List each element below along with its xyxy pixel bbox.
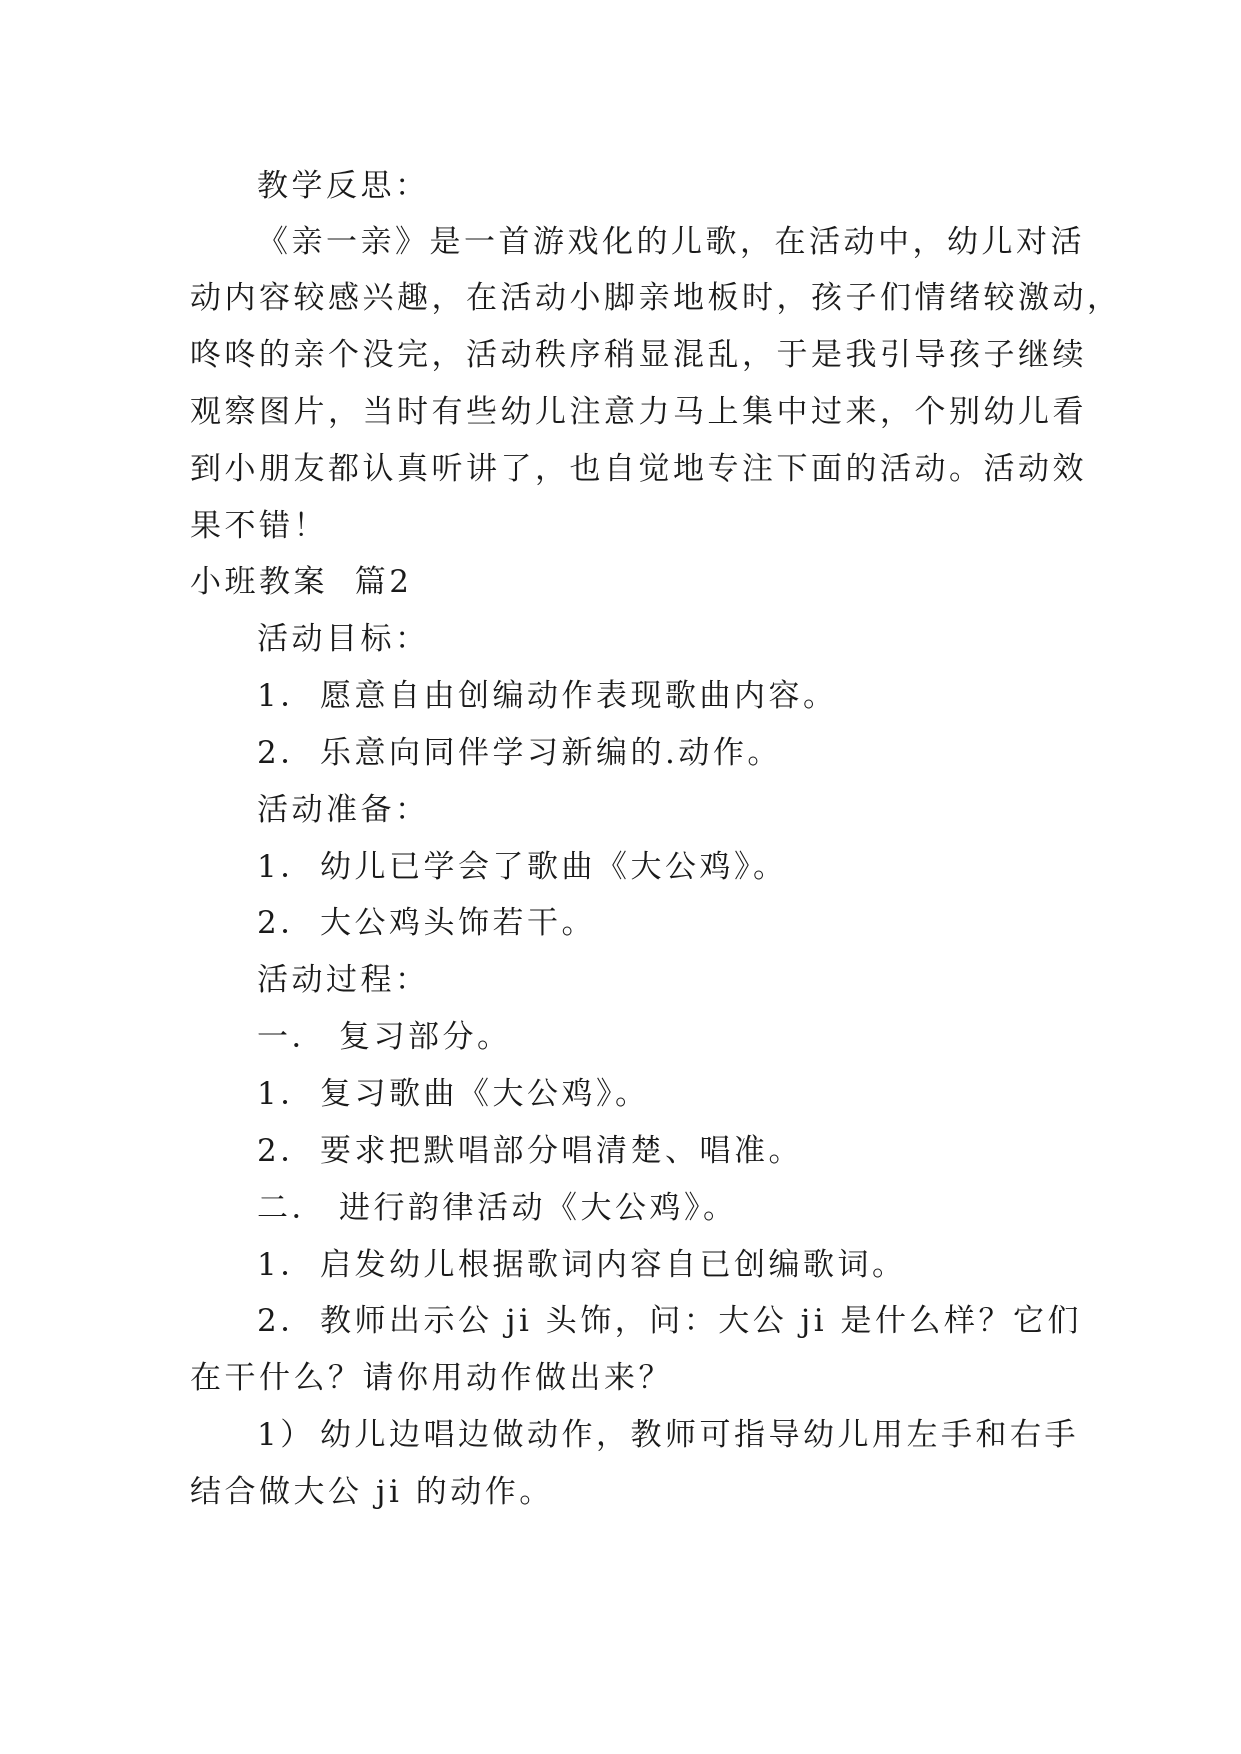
part-number: 二． [257,1190,326,1226]
preparation-number: 2． [257,905,315,941]
process-item-text: 复习歌曲《大公鸡》。 [320,1076,650,1112]
goal-number: 2． [257,735,315,771]
goal-item [257,733,782,773]
process-heading: 活动过程： [257,962,430,998]
preparation-item [257,847,788,887]
preparation-text: 幼儿已学会了歌曲《大公鸡》。 [320,849,788,885]
part-title-text: 进行韵律活动《大公鸡》。 [339,1190,738,1226]
reflection-line: 咚咚的亲个没完，活动秩序稍显混乱，于是我引导孩子继续 [190,337,1087,373]
goal-item [257,676,838,716]
reflection-line: 到小朋友都认真听讲了，也自觉地专注下面的活动。活动效 [190,451,1087,487]
preparation-item [257,903,596,943]
process-sub-item [257,1415,1079,1455]
goal-text: 乐意向同伴学习新编的.动作。 [320,735,782,771]
process-item-number: 1． [257,1247,315,1283]
sub-item-continuation: 结合做大公 ji 的动作。 [190,1474,554,1510]
process-part-title [257,1188,738,1228]
reflection-heading: 教学反思： [257,168,430,204]
process-item [257,1074,650,1114]
goal-number: 1． [257,678,315,714]
process-item-continuation: 在干什么？请你用动作做出来？ [190,1360,673,1396]
process-item [257,1245,907,1285]
sub-item-number: 1） [257,1417,315,1453]
process-item-text: 启发幼儿根据歌词内容自已创编歌词。 [320,1247,907,1283]
process-part-title [257,1017,512,1057]
reflection-line: 观察图片，当时有些幼儿注意力马上集中过来，个别幼儿看 [190,394,1087,430]
reflection-line: 果不错！ [190,508,328,544]
process-item [257,1301,1082,1341]
goal-text: 愿意自由创编动作表现歌曲内容。 [320,678,838,714]
process-item-text: 教师出示公 ji 头饰，问：大公 ji 是什么样？它们 [320,1303,1082,1339]
reflection-line: 《亲一亲》是一首游戏化的儿歌，在活动中，幼儿对活 [257,224,1085,260]
sub-item-text: 幼儿边唱边做动作，教师可指导幼儿用左手和右手 [320,1417,1079,1453]
section-title: 小班教案 篇2 [190,564,413,600]
preparation-heading: 活动准备： [257,792,430,828]
part-number: 一． [257,1019,326,1055]
process-item-text: 要求把默唱部分唱清楚、唱准。 [320,1133,803,1169]
goals-heading: 活动目标： [257,621,430,657]
process-item-number: 1． [257,1076,315,1112]
preparation-number: 1． [257,849,315,885]
process-item-number: 2． [257,1133,315,1169]
part-title-text: 复习部分。 [339,1019,512,1055]
preparation-text: 大公鸡头饰若干。 [320,905,596,941]
reflection-line: 动内容较感兴趣，在活动小脚亲地板时，孩子们情绪较激动， [190,280,1122,316]
process-item [257,1131,803,1171]
process-item-number: 2． [257,1303,315,1339]
